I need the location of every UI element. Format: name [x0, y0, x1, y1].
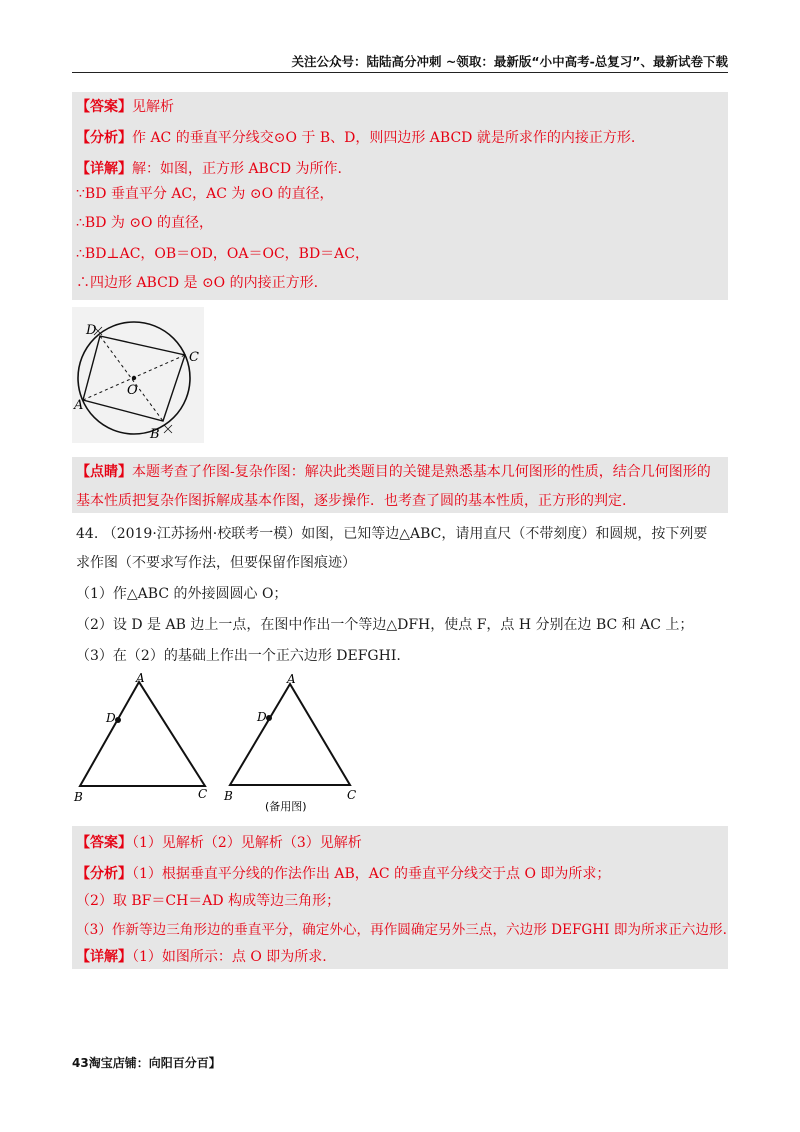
- q43-figure: [72, 307, 204, 443]
- q43-analysis: 【分析】作 AC 的垂直平分线交⊙O 于 B、D，则四边形 ABCD 就是所求作的内接正方形.: [76, 130, 636, 146]
- label-c-spare: C: [347, 788, 357, 802]
- inscribed-square-diagram: [72, 307, 204, 443]
- q44-stem-cont: 求作图（不要求写作法，但要保留作图痕迹）: [76, 555, 356, 571]
- point-d-main: [115, 717, 121, 723]
- q44-analysis-2: （2）取 BF＝CH＝AD 构成等边三角形；: [76, 893, 341, 909]
- q43-comment: 【点睛】本题考查了作图-复杂作图：解决此类题目的关键是熟悉基本几何图形的性质，结合几何图形的: [76, 464, 711, 480]
- point-d-spare: [266, 715, 272, 721]
- q43-proof-line: ∵BD 垂直平分 AC，AC 为 ⊙O 的直径，: [76, 186, 334, 202]
- label-c: C: [189, 350, 199, 365]
- q43-detail: 【详解】解：如图，正方形 ABCD 为所作.: [76, 161, 342, 177]
- q44-figure: [72, 670, 372, 820]
- q43-comment-cont: 基本性质把复杂作图拆解成基本作图，逐步操作．也考查了圆的基本性质，正方形的判定.: [76, 493, 627, 509]
- label-b-main: B: [74, 790, 83, 804]
- page-header: 关注公众号：陆陆高分冲刺 ~领取：最新版“小中高考-总复习”、最新试卷下载: [291, 54, 728, 69]
- label-a-spare: A: [287, 672, 296, 686]
- q44-sub-2: （2）设 D 是 AB 边上一点，在图中作出一个等边△DFH，使点 F，点 H 分别在边 BC 和 AC 上；: [76, 617, 694, 633]
- label-d-main: D: [106, 711, 116, 725]
- q44-analysis-3: （3）作新等边三角形边的垂直平分，确定外心，再作圆确定另外三点，六边形 DEFGHI 即为所求正六边形.: [76, 922, 727, 938]
- page-footer: 43淘宝店铺：向阳百分百】: [72, 1056, 221, 1070]
- q44-answer: 【答案】（1）见解析（2）见解析（3）见解析: [76, 835, 362, 851]
- equilateral-triangles-diagram: [72, 670, 372, 820]
- label-a-main: A: [136, 671, 145, 685]
- triangle-main: [80, 682, 205, 786]
- q44-sub-3: （3）在（2）的基础上作出一个正六边形 DEFGHI.: [76, 648, 401, 664]
- header-rule: [72, 72, 728, 73]
- q43-proof-line: ∴四边形 ABCD 是 ⊙O 的内接正方形.: [76, 275, 319, 291]
- label-o: O: [127, 383, 138, 398]
- q44-detail: 【详解】（1）如图所示：点 O 即为所求.: [76, 949, 327, 965]
- q44-stem: 44. （2019·江苏扬州·校联考一模）如图，已知等边△ABC，请用直尺（不带刻度）和圆规，按下列要: [76, 526, 708, 542]
- q43-proof-line: ∴BD⊥AC，OB＝OD，OA＝OC，BD＝AC，: [76, 246, 369, 262]
- label-d-spare: D: [257, 710, 267, 724]
- label-a: A: [74, 398, 84, 413]
- label-d: D: [86, 323, 97, 338]
- arc-mark-b: [164, 425, 172, 433]
- center-point: [132, 376, 136, 380]
- label-b: B: [150, 427, 160, 442]
- label-b-spare: B: [224, 789, 233, 803]
- label-c-main: C: [198, 787, 208, 801]
- spare-figure-caption: (备用图): [265, 800, 307, 813]
- q43-proof-line: ∴BD 为 ⊙O 的直径，: [76, 215, 213, 231]
- triangle-spare: [230, 684, 350, 785]
- q44-sub-1: （1）作△ABC 的外接圆圆心 O；: [76, 586, 288, 602]
- diagonal-bd: [100, 336, 163, 421]
- q43-answer: 【答案】见解析: [76, 99, 174, 115]
- q44-analysis: 【分析】（1）根据垂直平分线的作法作出 AB，AC 的垂直平分线交于点 O 即为所求；: [76, 866, 611, 882]
